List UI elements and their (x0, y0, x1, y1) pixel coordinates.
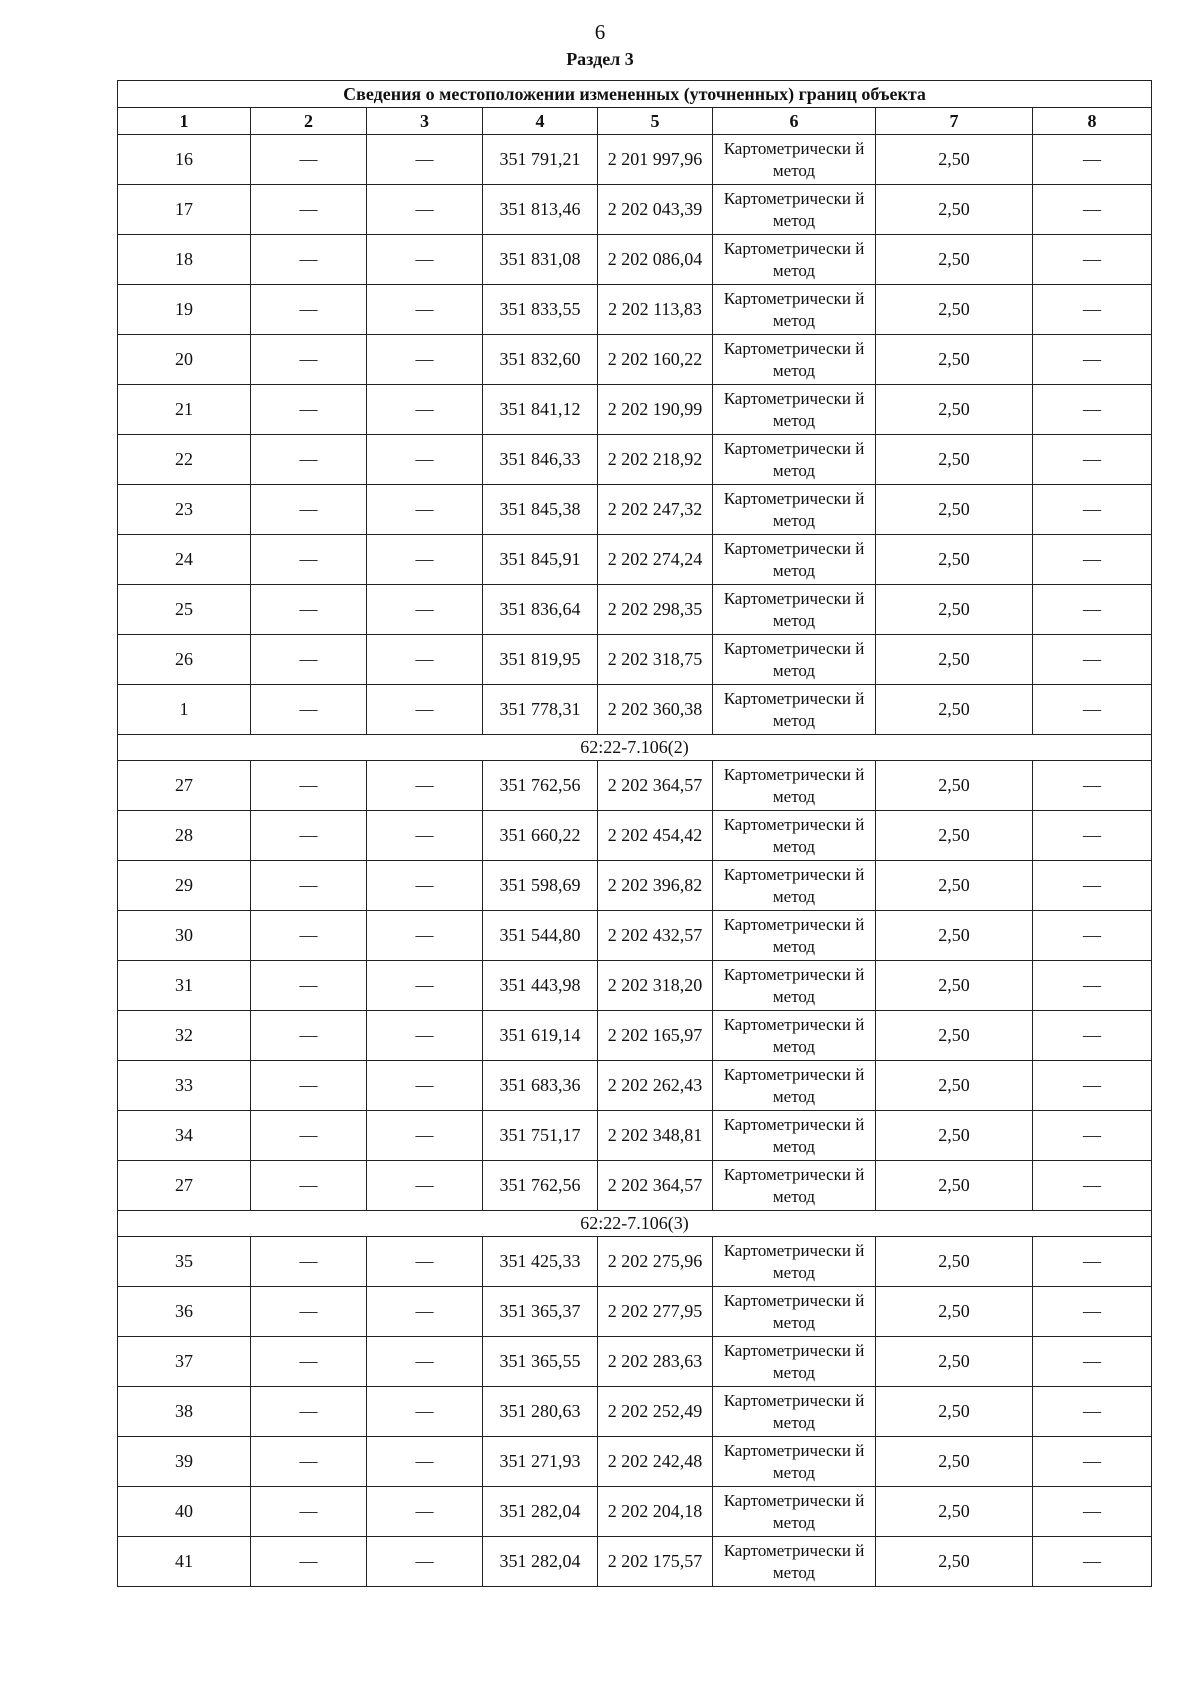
x-coordinate-cell: 351 751,17 (483, 1111, 598, 1161)
col8-cell: — (1033, 585, 1152, 635)
col3-cell: — (367, 1537, 483, 1587)
y-coordinate-cell: 2 202 318,20 (598, 961, 713, 1011)
method-cell: Картометрически й метод (713, 335, 876, 385)
y-coordinate-cell: 2 202 454,42 (598, 811, 713, 861)
col8-cell: — (1033, 1437, 1152, 1487)
method-cell: Картометрически й метод (713, 585, 876, 635)
column-number: 2 (251, 108, 367, 135)
col3-cell: — (367, 235, 483, 285)
column-number-row (118, 108, 1152, 135)
x-coordinate-cell: 351 683,36 (483, 1061, 598, 1111)
x-coordinate-cell: 351 762,56 (483, 761, 598, 811)
point-number-cell: 39 (118, 1437, 251, 1487)
section-title: Раздел 3 (566, 49, 634, 69)
point-number-cell: 18 (118, 235, 251, 285)
y-coordinate-cell: 2 202 043,39 (598, 185, 713, 235)
col8-cell: — (1033, 135, 1152, 185)
accuracy-cell: 2,50 (876, 585, 1033, 635)
col2-cell: — (251, 135, 367, 185)
col8-cell: — (1033, 1161, 1152, 1211)
y-coordinate-cell: 2 202 348,81 (598, 1111, 713, 1161)
method-cell: Картометрически й метод (713, 685, 876, 735)
x-coordinate-cell: 351 845,38 (483, 485, 598, 535)
x-coordinate-cell: 351 831,08 (483, 235, 598, 285)
col3-cell: — (367, 535, 483, 585)
col3-cell: — (367, 811, 483, 861)
table-row (118, 535, 1152, 585)
x-coordinate-cell: 351 845,91 (483, 535, 598, 585)
method-cell: Картометрически й метод (713, 1061, 876, 1111)
col8-cell: — (1033, 1337, 1152, 1387)
table-row (118, 135, 1152, 185)
column-number: 4 (483, 108, 598, 135)
col3-cell: — (367, 1337, 483, 1387)
y-coordinate-cell: 2 202 360,38 (598, 685, 713, 735)
y-coordinate-cell: 2 202 298,35 (598, 585, 713, 635)
y-coordinate-cell: 2 202 160,22 (598, 335, 713, 385)
point-number-cell: 38 (118, 1387, 251, 1437)
y-coordinate-cell: 2 202 262,43 (598, 1061, 713, 1111)
point-number-cell: 33 (118, 1061, 251, 1111)
col8-cell: — (1033, 685, 1152, 735)
column-number: 6 (713, 108, 876, 135)
table-row (118, 811, 1152, 861)
column-number: 3 (367, 108, 483, 135)
col2-cell: — (251, 535, 367, 585)
group-label: 62:22-7.106(2) (118, 735, 1152, 761)
point-number-cell: 27 (118, 1161, 251, 1211)
method-cell: Картометрически й метод (713, 1287, 876, 1337)
col3-cell: — (367, 635, 483, 685)
col8-cell: — (1033, 185, 1152, 235)
col2-cell: — (251, 185, 367, 235)
column-number: 5 (598, 108, 713, 135)
accuracy-cell: 2,50 (876, 435, 1033, 485)
accuracy-cell: 2,50 (876, 1387, 1033, 1437)
x-coordinate-cell: 351 619,14 (483, 1011, 598, 1061)
point-number-cell: 40 (118, 1487, 251, 1537)
x-coordinate-cell: 351 660,22 (483, 811, 598, 861)
table-row (118, 1011, 1152, 1061)
accuracy-cell: 2,50 (876, 235, 1033, 285)
point-number-cell: 34 (118, 1111, 251, 1161)
col8-cell: — (1033, 811, 1152, 861)
point-number-cell: 16 (118, 135, 251, 185)
accuracy-cell: 2,50 (876, 1287, 1033, 1337)
x-coordinate-cell: 351 425,33 (483, 1237, 598, 1287)
accuracy-cell: 2,50 (876, 1337, 1033, 1387)
col8-cell: — (1033, 1287, 1152, 1337)
group-row (118, 735, 1152, 761)
method-cell: Картометрически й метод (713, 185, 876, 235)
x-coordinate-cell: 351 282,04 (483, 1487, 598, 1537)
method-cell: Картометрически й метод (713, 1487, 876, 1537)
col2-cell: — (251, 911, 367, 961)
accuracy-cell: 2,50 (876, 635, 1033, 685)
col2-cell: — (251, 635, 367, 685)
accuracy-cell: 2,50 (876, 685, 1033, 735)
col3-cell: — (367, 1161, 483, 1211)
table-row (118, 761, 1152, 811)
y-coordinate-cell: 2 202 218,92 (598, 435, 713, 485)
col8-cell: — (1033, 1487, 1152, 1537)
table-row (118, 685, 1152, 735)
y-coordinate-cell: 2 202 247,32 (598, 485, 713, 535)
col2-cell: — (251, 1387, 367, 1437)
method-cell: Картометрически й метод (713, 1387, 876, 1437)
table-row (118, 1237, 1152, 1287)
y-coordinate-cell: 2 202 252,49 (598, 1387, 713, 1437)
method-cell: Картометрически й метод (713, 1537, 876, 1587)
col2-cell: — (251, 811, 367, 861)
col3-cell: — (367, 335, 483, 385)
method-cell: Картометрически й метод (713, 535, 876, 585)
point-number-cell: 30 (118, 911, 251, 961)
accuracy-cell: 2,50 (876, 185, 1033, 235)
x-coordinate-cell: 351 365,37 (483, 1287, 598, 1337)
table-row (118, 1537, 1152, 1587)
table-row (118, 961, 1152, 1011)
col2-cell: — (251, 485, 367, 535)
col3-cell: — (367, 135, 483, 185)
point-number-cell: 22 (118, 435, 251, 485)
table-caption: Сведения о местоположении измененных (уточненных) границ объекта (118, 81, 1152, 108)
y-coordinate-cell: 2 202 318,75 (598, 635, 713, 685)
col2-cell: — (251, 1437, 367, 1487)
col2-cell: — (251, 285, 367, 335)
col8-cell: — (1033, 485, 1152, 535)
y-coordinate-cell: 2 202 165,97 (598, 1011, 713, 1061)
col2-cell: — (251, 1237, 367, 1287)
method-cell: Картометрически й метод (713, 1337, 876, 1387)
coordinates-table (117, 80, 1152, 1587)
col2-cell: — (251, 861, 367, 911)
y-coordinate-cell: 2 202 175,57 (598, 1537, 713, 1587)
x-coordinate-cell: 351 841,12 (483, 385, 598, 435)
point-number-cell: 26 (118, 635, 251, 685)
point-number-cell: 41 (118, 1537, 251, 1587)
col2-cell: — (251, 761, 367, 811)
page-number: 6 (594, 20, 606, 44)
accuracy-cell: 2,50 (876, 385, 1033, 435)
col3-cell: — (367, 685, 483, 735)
table-row (118, 285, 1152, 335)
x-coordinate-cell: 351 778,31 (483, 685, 598, 735)
col2-cell: — (251, 1111, 367, 1161)
point-number-cell: 29 (118, 861, 251, 911)
point-number-cell: 36 (118, 1287, 251, 1337)
col2-cell: — (251, 1337, 367, 1387)
table-row (118, 485, 1152, 535)
col3-cell: — (367, 1487, 483, 1537)
accuracy-cell: 2,50 (876, 1011, 1033, 1061)
accuracy-cell: 2,50 (876, 535, 1033, 585)
x-coordinate-cell: 351 819,95 (483, 635, 598, 685)
col8-cell: — (1033, 1061, 1152, 1111)
col3-cell: — (367, 861, 483, 911)
x-coordinate-cell: 351 282,04 (483, 1537, 598, 1587)
point-number-cell: 28 (118, 811, 251, 861)
x-coordinate-cell: 351 833,55 (483, 285, 598, 335)
table-caption-row (118, 81, 1152, 108)
x-coordinate-cell: 351 365,55 (483, 1337, 598, 1387)
x-coordinate-cell: 351 762,56 (483, 1161, 598, 1211)
col2-cell: — (251, 585, 367, 635)
table-row (118, 1487, 1152, 1537)
y-coordinate-cell: 2 202 274,24 (598, 535, 713, 585)
col2-cell: — (251, 1487, 367, 1537)
column-number: 8 (1033, 108, 1152, 135)
point-number-cell: 20 (118, 335, 251, 385)
accuracy-cell: 2,50 (876, 961, 1033, 1011)
point-number-cell: 27 (118, 761, 251, 811)
column-number: 7 (876, 108, 1033, 135)
col8-cell: — (1033, 1537, 1152, 1587)
point-number-cell: 21 (118, 385, 251, 435)
method-cell: Картометрически й метод (713, 385, 876, 435)
col2-cell: — (251, 335, 367, 385)
accuracy-cell: 2,50 (876, 1237, 1033, 1287)
col3-cell: — (367, 385, 483, 435)
x-coordinate-cell: 351 598,69 (483, 861, 598, 911)
point-number-cell: 35 (118, 1237, 251, 1287)
col8-cell: — (1033, 285, 1152, 335)
col3-cell: — (367, 1061, 483, 1111)
method-cell: Картометрически й метод (713, 911, 876, 961)
x-coordinate-cell: 351 791,21 (483, 135, 598, 185)
table-row (118, 911, 1152, 961)
table-row (118, 1437, 1152, 1487)
col3-cell: — (367, 485, 483, 535)
x-coordinate-cell: 351 846,33 (483, 435, 598, 485)
col8-cell: — (1033, 235, 1152, 285)
method-cell: Картометрически й метод (713, 761, 876, 811)
accuracy-cell: 2,50 (876, 1487, 1033, 1537)
col2-cell: — (251, 1011, 367, 1061)
accuracy-cell: 2,50 (876, 485, 1033, 535)
col3-cell: — (367, 1387, 483, 1437)
col8-cell: — (1033, 335, 1152, 385)
col8-cell: — (1033, 961, 1152, 1011)
col8-cell: — (1033, 1011, 1152, 1061)
col2-cell: — (251, 1287, 367, 1337)
accuracy-cell: 2,50 (876, 761, 1033, 811)
col3-cell: — (367, 1111, 483, 1161)
point-number-cell: 31 (118, 961, 251, 1011)
method-cell: Картометрически й метод (713, 1237, 876, 1287)
col2-cell: — (251, 1061, 367, 1111)
method-cell: Картометрически й метод (713, 235, 876, 285)
x-coordinate-cell: 351 813,46 (483, 185, 598, 235)
y-coordinate-cell: 2 202 283,63 (598, 1337, 713, 1387)
method-cell: Картометрически й метод (713, 135, 876, 185)
col3-cell: — (367, 585, 483, 635)
col8-cell: — (1033, 761, 1152, 811)
point-number-cell: 24 (118, 535, 251, 585)
y-coordinate-cell: 2 202 432,57 (598, 911, 713, 961)
method-cell: Картометрически й метод (713, 1161, 876, 1211)
table-row (118, 1161, 1152, 1211)
method-cell: Картометрически й метод (713, 285, 876, 335)
col8-cell: — (1033, 635, 1152, 685)
col2-cell: — (251, 1161, 367, 1211)
table-row (118, 1111, 1152, 1161)
table-row (118, 585, 1152, 635)
col8-cell: — (1033, 1111, 1152, 1161)
x-coordinate-cell: 351 271,93 (483, 1437, 598, 1487)
point-number-cell: 19 (118, 285, 251, 335)
method-cell: Картометрически й метод (713, 435, 876, 485)
y-coordinate-cell: 2 202 364,57 (598, 761, 713, 811)
method-cell: Картометрически й метод (713, 1111, 876, 1161)
point-number-cell: 32 (118, 1011, 251, 1061)
table-row (118, 385, 1152, 435)
y-coordinate-cell: 2 202 113,83 (598, 285, 713, 335)
y-coordinate-cell: 2 202 277,95 (598, 1287, 713, 1337)
col3-cell: — (367, 911, 483, 961)
accuracy-cell: 2,50 (876, 285, 1033, 335)
x-coordinate-cell: 351 443,98 (483, 961, 598, 1011)
point-number-cell: 17 (118, 185, 251, 235)
accuracy-cell: 2,50 (876, 1061, 1033, 1111)
y-coordinate-cell: 2 202 275,96 (598, 1237, 713, 1287)
point-number-cell: 25 (118, 585, 251, 635)
accuracy-cell: 2,50 (876, 1161, 1033, 1211)
y-coordinate-cell: 2 202 190,99 (598, 385, 713, 435)
col3-cell: — (367, 1437, 483, 1487)
method-cell: Картометрически й метод (713, 1437, 876, 1487)
table-row (118, 1337, 1152, 1387)
table-row (118, 435, 1152, 485)
y-coordinate-cell: 2 202 364,57 (598, 1161, 713, 1211)
accuracy-cell: 2,50 (876, 1437, 1033, 1487)
col8-cell: — (1033, 1237, 1152, 1287)
col8-cell: — (1033, 861, 1152, 911)
col8-cell: — (1033, 435, 1152, 485)
col3-cell: — (367, 1237, 483, 1287)
accuracy-cell: 2,50 (876, 1537, 1033, 1587)
y-coordinate-cell: 2 202 242,48 (598, 1437, 713, 1487)
col3-cell: — (367, 961, 483, 1011)
x-coordinate-cell: 351 280,63 (483, 1387, 598, 1437)
col3-cell: — (367, 285, 483, 335)
col2-cell: — (251, 1537, 367, 1587)
x-coordinate-cell: 351 836,64 (483, 585, 598, 635)
col8-cell: — (1033, 535, 1152, 585)
accuracy-cell: 2,50 (876, 1111, 1033, 1161)
table-row (118, 635, 1152, 685)
col2-cell: — (251, 385, 367, 435)
column-number: 1 (118, 108, 251, 135)
table-row (118, 1061, 1152, 1111)
col2-cell: — (251, 685, 367, 735)
table-row (118, 861, 1152, 911)
x-coordinate-cell: 351 544,80 (483, 911, 598, 961)
col3-cell: — (367, 1287, 483, 1337)
col2-cell: — (251, 235, 367, 285)
accuracy-cell: 2,50 (876, 811, 1033, 861)
accuracy-cell: 2,50 (876, 335, 1033, 385)
col8-cell: — (1033, 385, 1152, 435)
method-cell: Картометрически й метод (713, 635, 876, 685)
y-coordinate-cell: 2 201 997,96 (598, 135, 713, 185)
group-label: 62:22-7.106(3) (118, 1211, 1152, 1237)
point-number-cell: 23 (118, 485, 251, 535)
col2-cell: — (251, 961, 367, 1011)
accuracy-cell: 2,50 (876, 861, 1033, 911)
table-row (118, 335, 1152, 385)
table-row (118, 185, 1152, 235)
col2-cell: — (251, 435, 367, 485)
method-cell: Картометрически й метод (713, 961, 876, 1011)
point-number-cell: 1 (118, 685, 251, 735)
method-cell: Картометрически й метод (713, 861, 876, 911)
method-cell: Картометрически й метод (713, 485, 876, 535)
col3-cell: — (367, 435, 483, 485)
col3-cell: — (367, 1011, 483, 1061)
method-cell: Картометрически й метод (713, 811, 876, 861)
accuracy-cell: 2,50 (876, 911, 1033, 961)
x-coordinate-cell: 351 832,60 (483, 335, 598, 385)
col3-cell: — (367, 185, 483, 235)
table-row (118, 235, 1152, 285)
y-coordinate-cell: 2 202 086,04 (598, 235, 713, 285)
col8-cell: — (1033, 1387, 1152, 1437)
y-coordinate-cell: 2 202 396,82 (598, 861, 713, 911)
accuracy-cell: 2,50 (876, 135, 1033, 185)
point-number-cell: 37 (118, 1337, 251, 1387)
col3-cell: — (367, 761, 483, 811)
y-coordinate-cell: 2 202 204,18 (598, 1487, 713, 1537)
col8-cell: — (1033, 911, 1152, 961)
group-row (118, 1211, 1152, 1237)
method-cell: Картометрически й метод (713, 1011, 876, 1061)
table-row (118, 1287, 1152, 1337)
table-row (118, 1387, 1152, 1437)
